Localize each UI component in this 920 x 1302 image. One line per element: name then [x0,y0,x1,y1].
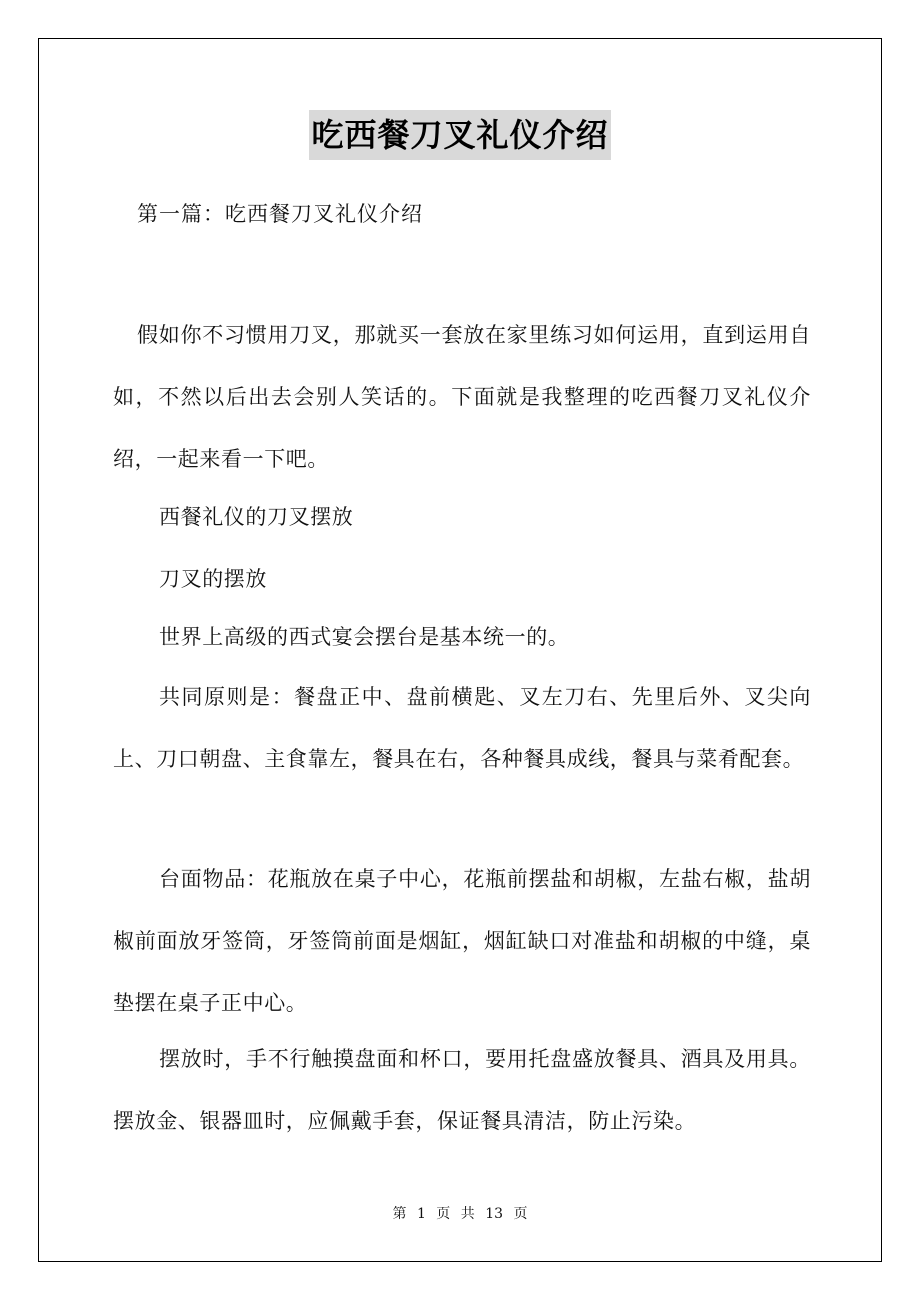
paragraph-standard: 世界上高级的西式宴会摆台是基本统一的。 [159,625,570,649]
paragraph-principles: 共同原则是：餐盘正中、盘前横匙、叉左刀右、先里后外、叉尖向上、刀口朝盘、主食靠左，餐具在右，各种餐具成线，餐具与菜肴配套。 [113,685,811,771]
page-footer: 第 1 页 共 13 页 [392,1206,528,1222]
paragraph-handling: 摆放时，手不行触摸盘面和杯口，要用托盘盛放餐具、酒具及用具。摆放金、银器皿时，应佩戴手套，保证餐具清洁，防止污染。 [113,1047,811,1133]
paragraph-intro: 假如你不习惯用刀叉，那就买一套放在家里练习如何运用，直到运用自如，不然以后出去会别人笑话的。下面就是我整理的吃西餐刀叉礼仪介绍，一起来看一下吧。 [113,323,811,471]
paragraph-heading-cutlery: 刀叉的摆放 [159,567,267,591]
title-container [0,110,920,160]
section-subtitle: 第一篇：吃西餐刀叉礼仪介绍 [137,202,423,226]
paragraph-heading-placement: 西餐礼仪的刀叉摆放 [159,505,354,529]
document-title: 吃西餐刀叉礼仪介绍 [309,110,610,160]
paragraph-table-items: 台面物品：花瓶放在桌子中心，花瓶前摆盐和胡椒，左盐右椒，盐胡椒前面放牙签筒，牙签筒前面是烟缸，烟缸缺口对准盐和胡椒的中缝，桌垫摆在桌子正中心。 [113,867,811,1015]
